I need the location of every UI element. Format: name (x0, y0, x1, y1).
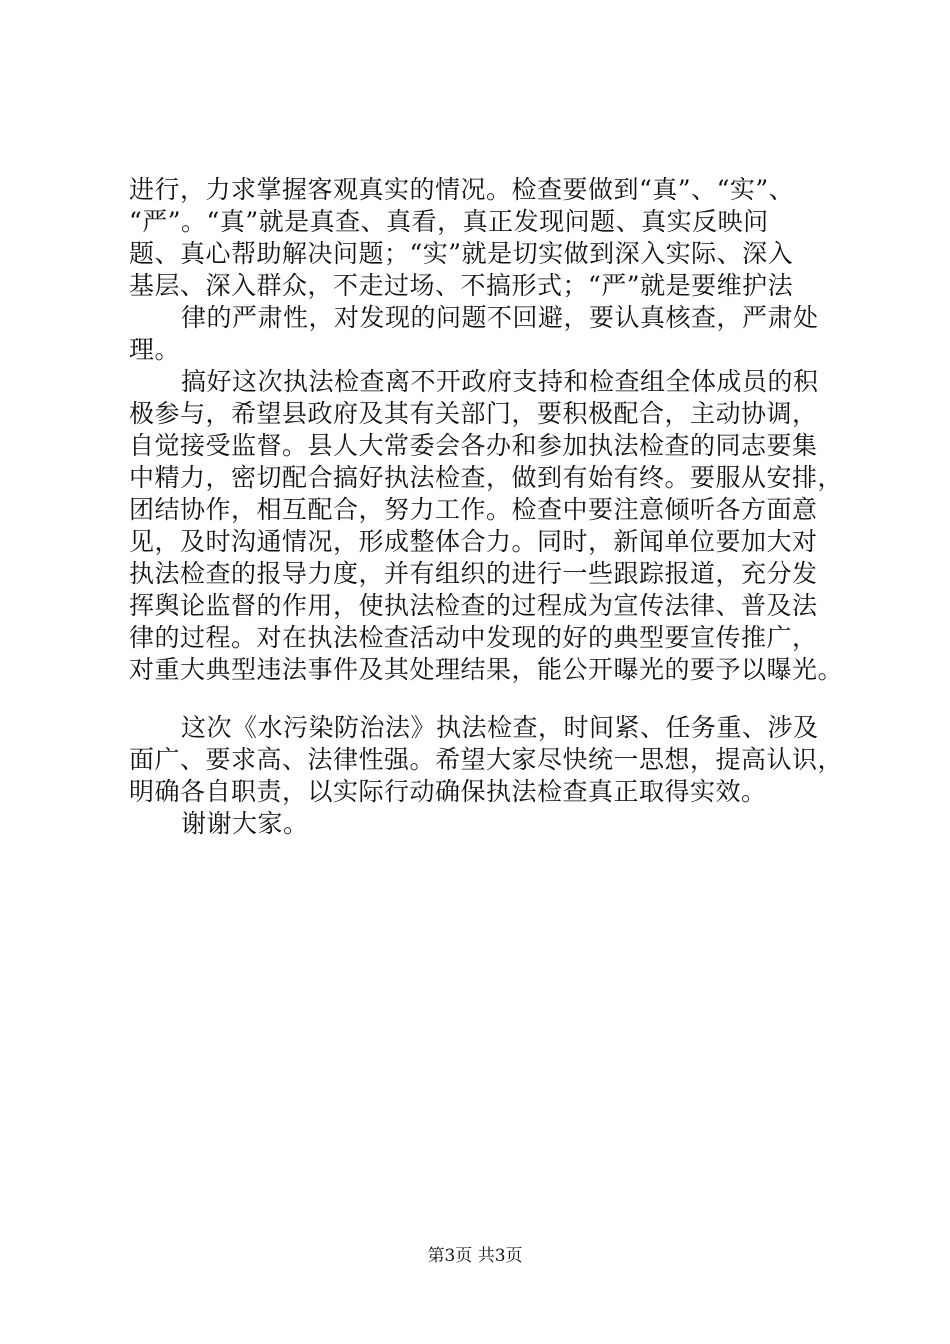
body-line: 挥舆论监督的作用，使执法检查的过程成为宣传法律、普及法 (129, 591, 818, 620)
body-line: 见，及时沟通情况，形成整体合力。同时，新闻单位要加大对 (129, 527, 818, 556)
body-line: 进行，力求掌握客观真实的情况。检查要做到“真”、“实”、 (129, 175, 795, 204)
paragraph-first-line: 这次《水污染防治法》执法检查，时间紧、任务重、涉及 (181, 713, 819, 742)
closing-line: 谢谢大家。 (181, 809, 309, 838)
body-line: 基层、深入群众，不走过场、不搞形式；“严”就是要维护法 (129, 271, 794, 300)
body-line: 执法检查的报导力度，并有组织的进行一些跟踪报道，充分发 (129, 559, 818, 588)
body-line: 理。 (129, 335, 181, 364)
body-line: 极参与，希望县政府及其有关部门，要积极配合，主动协调， (129, 399, 818, 428)
body-line: 题、真心帮助解决问题；“实”就是切实做到深入实际、深入 (129, 239, 794, 268)
body-line: 团结协作，相互配合，努力工作。检查中要注意倾听各方面意 (129, 495, 818, 524)
body-line: 面广、要求高、法律性强。希望大家尽快统一思想，提高认识， (129, 745, 844, 774)
body-line: 律的严肃性，对发现的问题不回避，要认真核查，严肃处 (181, 303, 819, 332)
body-line: 明确各自职责，以实际行动确保执法检查真正取得实效。 (129, 777, 767, 806)
body-line: “严”。“真”就是真查、真看，真正发现问题、真实反映问 (129, 207, 769, 236)
paragraph-first-line: 搞好这次执法检查离不开政府支持和检查组全体成员的积 (181, 367, 819, 396)
body-line: 律的过程。对在执法检查活动中发现的好的典型要宣传推广， (129, 623, 818, 652)
body-line: 自觉接受监督。县人大常委会各办和参加执法检查的同志要集 (129, 431, 818, 460)
body-line: 对重大典型违法事件及其处理结果，能公开曝光的要予以曝光。 (129, 655, 844, 684)
page-number-footer: 第3页 共3页 (427, 1246, 523, 1266)
body-line: 中精力，密切配合搞好执法检查，做到有始有终。要服从安排， (129, 463, 844, 492)
